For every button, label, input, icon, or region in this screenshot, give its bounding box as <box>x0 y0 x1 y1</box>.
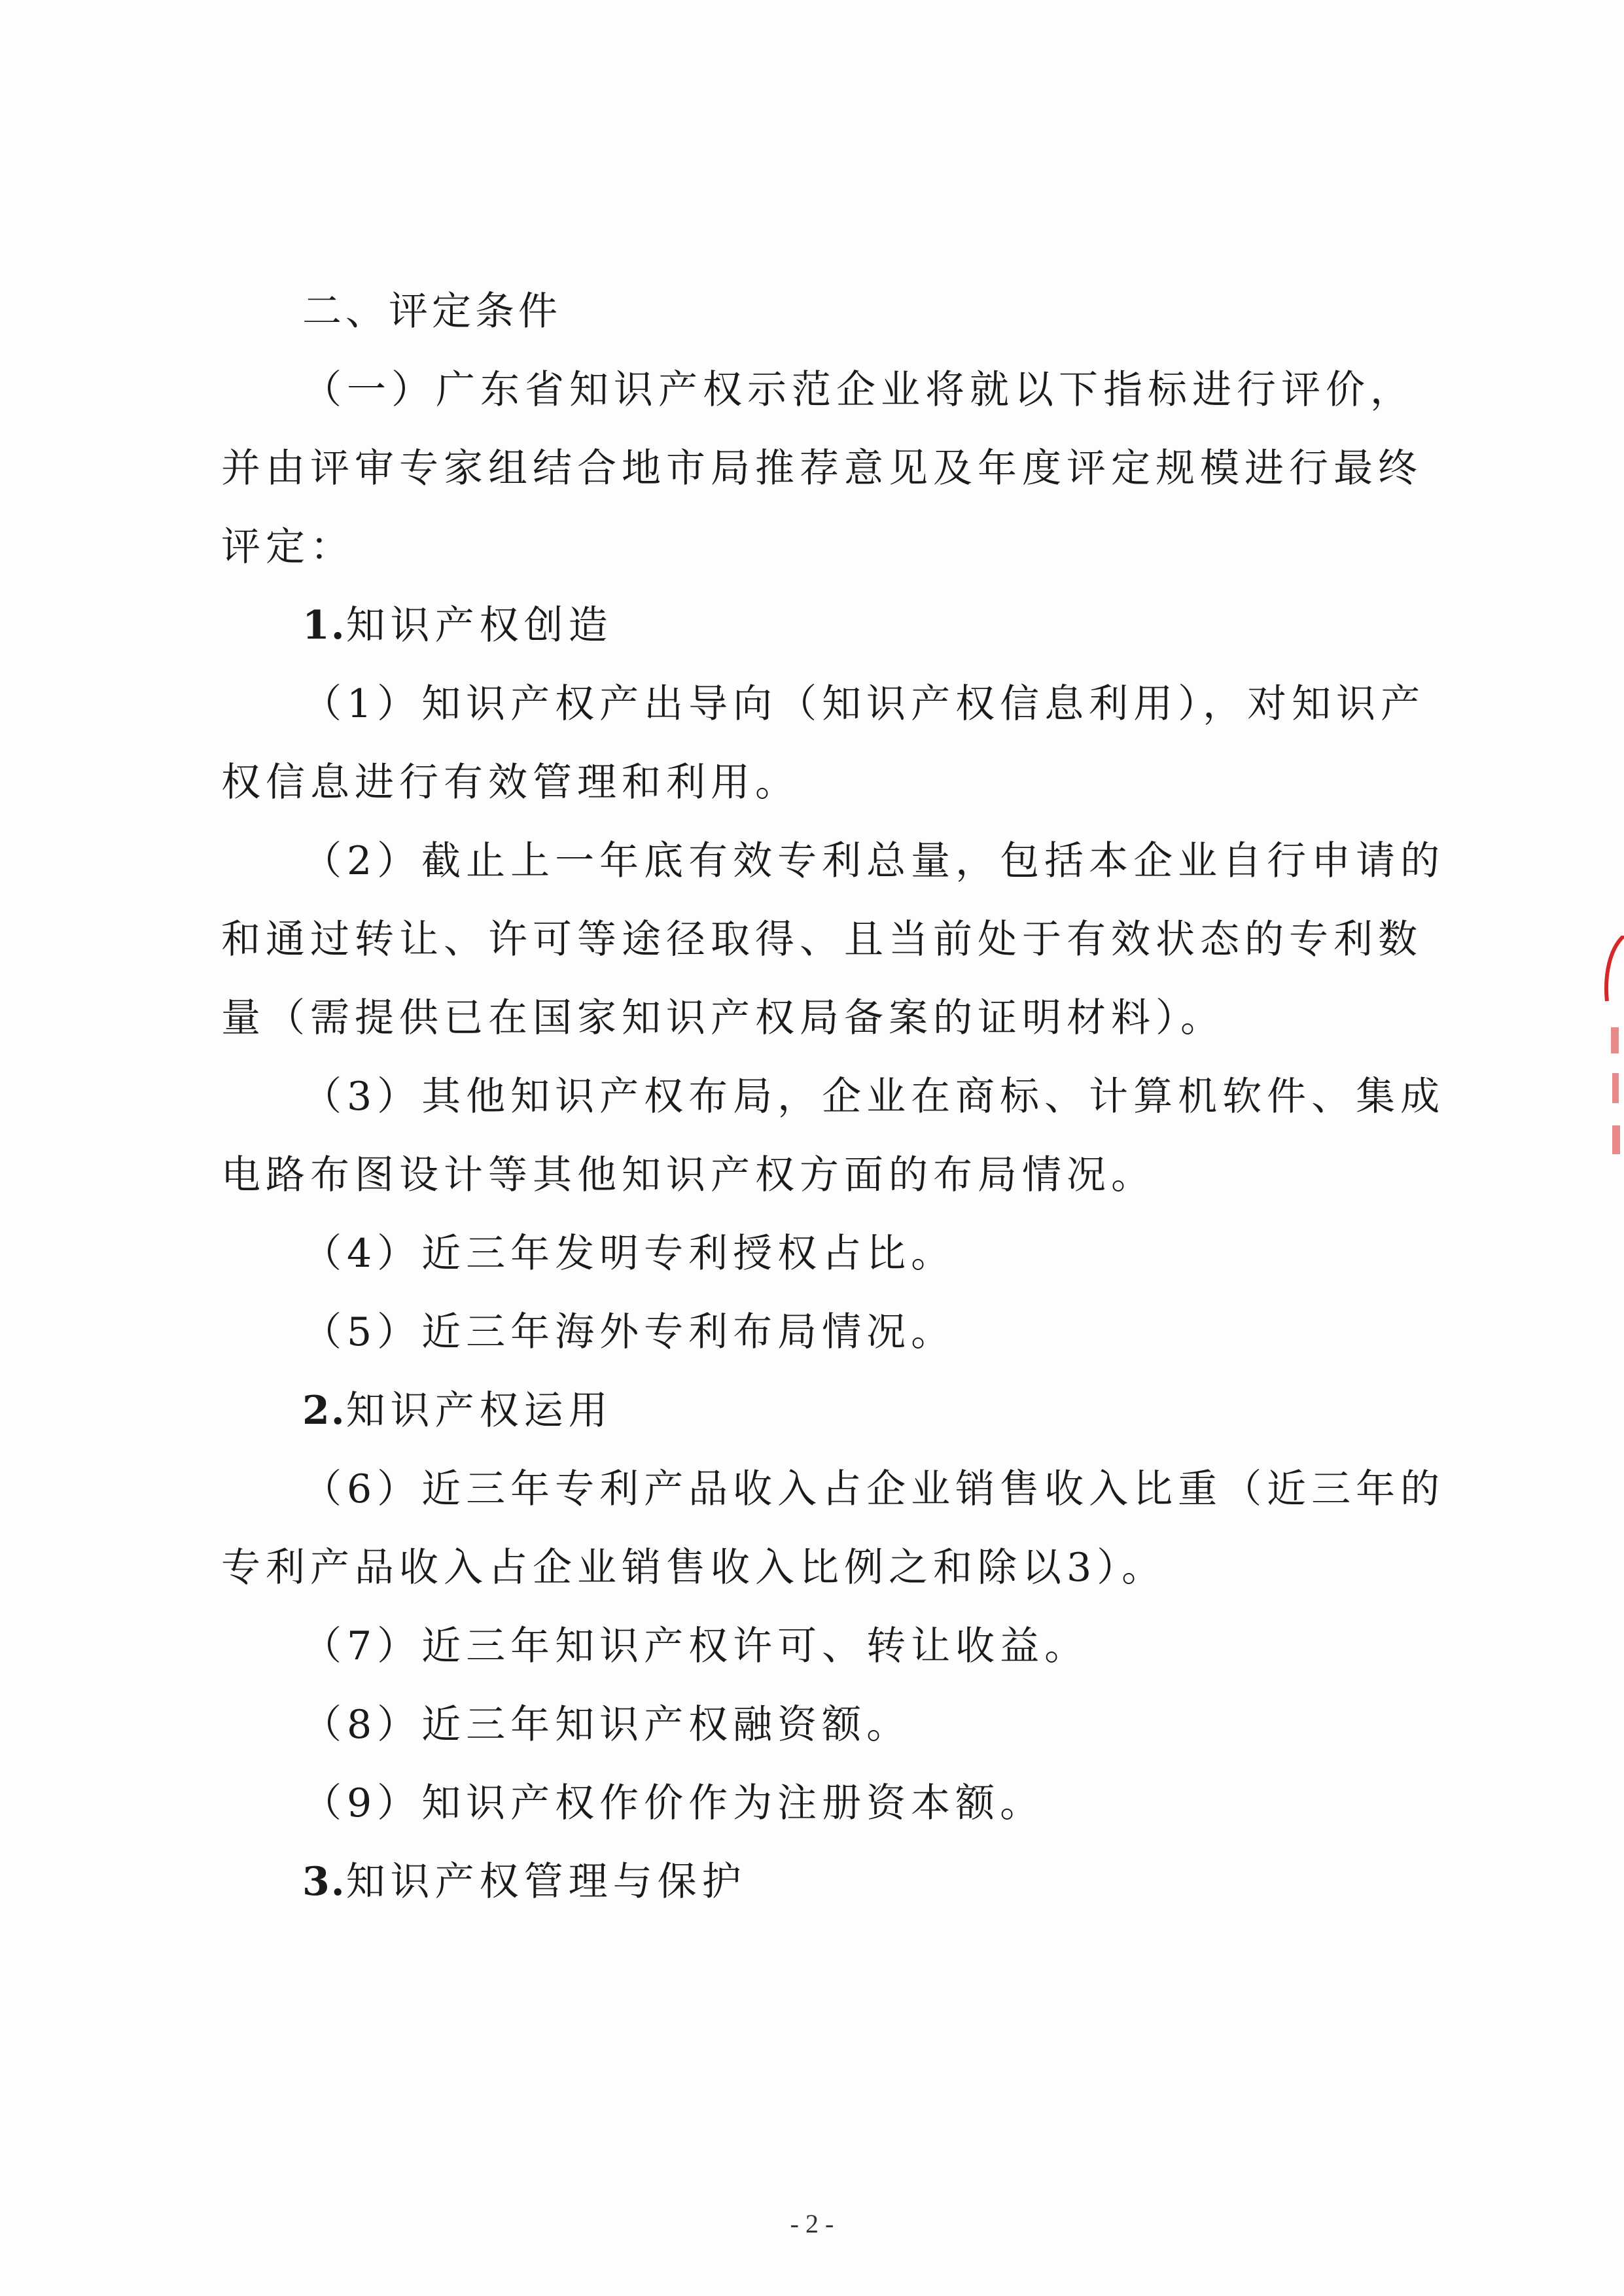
paragraph-1-line-2: 并由评审专家组结合地市局推荐意见及年度评定规模进行最终 <box>221 446 1422 491</box>
subheading-1-number: 1. <box>302 603 346 648</box>
item-1-line-1: （1）知识产权产出导向（知识产权信息利用），对知识产 <box>302 681 1426 727</box>
item-6-line-1: （6）近三年专利产品收入占企业销售收入比重（近三年的 <box>302 1466 1445 1512</box>
subheading-3-title: 知识产权管理与保护 <box>345 1859 747 1905</box>
official-seal-fragment <box>1598 936 1624 1171</box>
subheading-3-number: 3. <box>302 1859 346 1905</box>
subheading-3 <box>302 1858 747 1905</box>
paragraph-1-line-1: （一）广东省知识产权示范企业将就以下指标进行评价， <box>302 367 1415 413</box>
item-2-line-2: 和通过转让、许可等途径取得、且当前处于有效状态的专利数 <box>221 917 1422 963</box>
subheading-2 <box>302 1387 613 1434</box>
item-5: （5）近三年海外专利布局情况。 <box>302 1309 956 1355</box>
item-4: （4）近三年发明专利授权占比。 <box>302 1231 956 1277</box>
subheading-1-title: 知识产权创造 <box>345 603 613 648</box>
section-heading: 二、评定条件 <box>302 289 561 334</box>
item-3-line-2: 电路布图设计等其他知识产权方面的布局情况。 <box>221 1152 1156 1198</box>
subheading-2-title: 知识产权运用 <box>345 1388 613 1434</box>
item-3-line-1: （3）其他知识产权布局，企业在商标、计算机软件、集成 <box>302 1074 1445 1120</box>
page-number: - 2 - <box>790 2209 834 2238</box>
item-1-line-2: 权信息进行有效管理和利用。 <box>221 760 800 805</box>
item-7: （7）近三年知识产权许可、转让收益。 <box>302 1623 1089 1669</box>
item-9: （9）知识产权作价作为注册资本额。 <box>302 1780 1045 1826</box>
item-2-line-3: 量（需提供已在国家知识产权局备案的证明材料）。 <box>221 995 1225 1041</box>
item-8: （8）近三年知识产权融资额。 <box>302 1702 911 1748</box>
item-6-line-2: 专利产品收入占企业销售收入比例之和除以3）。 <box>221 1545 1167 1591</box>
subheading-1 <box>302 602 613 649</box>
item-2-line-1: （2）截止上一年底有效专利总量，包括本企业自行申请的 <box>302 838 1445 884</box>
subheading-2-number: 2. <box>302 1388 346 1434</box>
paragraph-1-line-3: 评定： <box>221 524 355 570</box>
